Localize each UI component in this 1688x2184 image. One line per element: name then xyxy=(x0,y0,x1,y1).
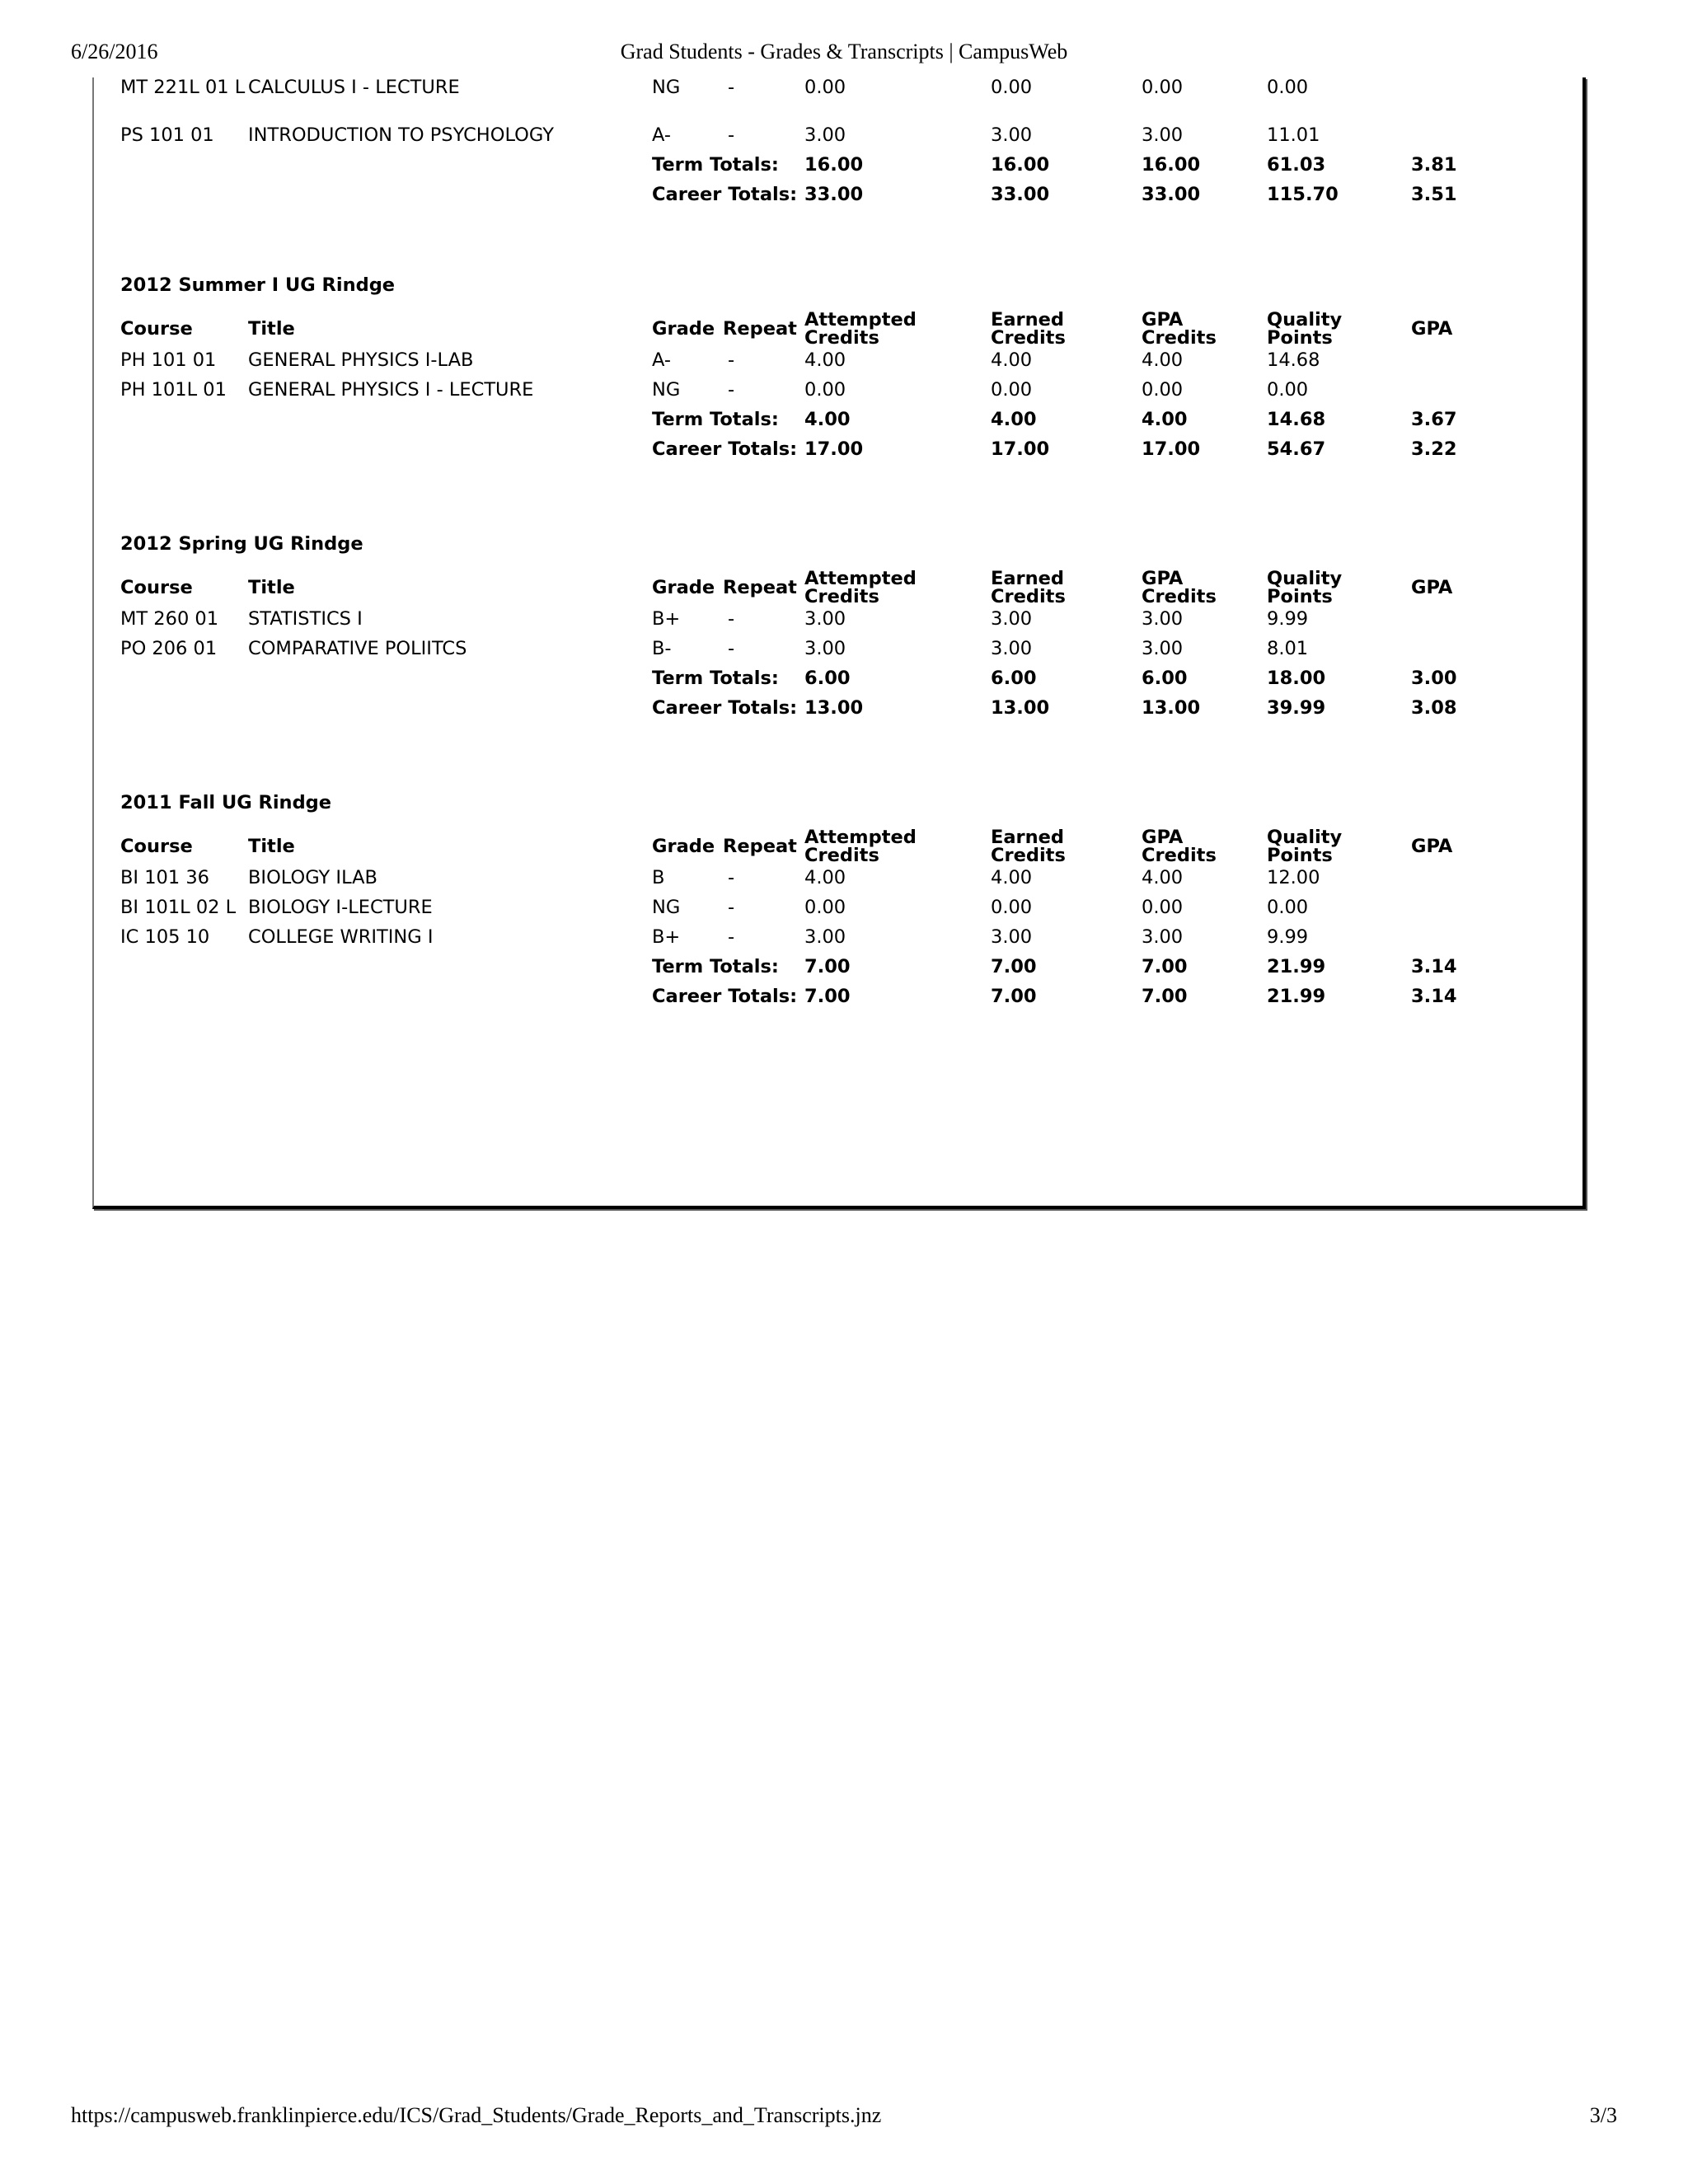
table-row xyxy=(120,380,1522,410)
attempted-credits: 4.00 xyxy=(804,867,846,888)
gpa-credits: 7.00 xyxy=(1142,956,1188,977)
quality-points: 14.68 xyxy=(1267,349,1320,371)
term-title: 2011 Fall UG Rindge xyxy=(120,792,332,813)
quality-points: 18.00 xyxy=(1267,668,1326,689)
gpa: 3.14 xyxy=(1411,956,1457,977)
table-row xyxy=(120,350,1522,380)
col-course: Course xyxy=(120,577,193,598)
quality-points: 12.00 xyxy=(1267,867,1320,888)
table-row xyxy=(120,609,1522,639)
earned-credits: 0.00 xyxy=(991,379,1033,401)
quality-points: 61.03 xyxy=(1267,154,1326,176)
col-title: Title xyxy=(248,577,295,598)
table-row xyxy=(120,125,1522,155)
gpa: 3.00 xyxy=(1411,668,1457,689)
grade: NG xyxy=(652,77,681,98)
attempted-credits: 13.00 xyxy=(804,697,864,719)
term-section xyxy=(120,792,1522,1016)
table-row xyxy=(120,77,1522,125)
col-gpa: GPA xyxy=(1411,318,1453,340)
earned-credits: 33.00 xyxy=(991,184,1050,205)
quality-points: 0.00 xyxy=(1267,379,1309,401)
col-title: Title xyxy=(248,836,295,857)
career-totals-label: Career Totals: xyxy=(652,184,798,205)
gpa-credits: 0.00 xyxy=(1142,77,1184,98)
grade: B+ xyxy=(652,926,681,948)
print-date: 6/26/2016 xyxy=(71,40,158,63)
course-title: BIOLOGY ILAB xyxy=(248,867,377,888)
term-title: 2012 Spring UG Rindge xyxy=(120,533,363,555)
col-earned-credits: Earned Credits xyxy=(991,568,1066,607)
term-section xyxy=(120,274,1522,469)
earned-credits: 3.00 xyxy=(991,638,1033,659)
attempted-credits: 0.00 xyxy=(804,379,846,401)
col-repeat: Repeat xyxy=(723,577,797,598)
term-totals-label: Term Totals: xyxy=(652,668,779,689)
course-title: CALCULUS I - LECTURE xyxy=(248,77,460,98)
term-totals-label: Term Totals: xyxy=(652,956,779,977)
gpa-credits: 3.00 xyxy=(1142,926,1184,948)
grade: B- xyxy=(652,638,672,659)
course-code: BI 101 36 xyxy=(120,867,209,888)
col-course: Course xyxy=(120,318,193,340)
earned-credits: 17.00 xyxy=(991,438,1050,460)
term-totals-label: Term Totals: xyxy=(652,154,779,176)
col-gpa-credits: GPA Credits xyxy=(1142,827,1217,866)
repeat: - xyxy=(728,867,735,888)
gpa: 3.22 xyxy=(1411,438,1457,460)
gpa-credits: 4.00 xyxy=(1142,867,1184,888)
grade: B xyxy=(652,867,665,888)
column-header-row xyxy=(120,307,1522,350)
column-header-row xyxy=(120,825,1522,868)
course-title: BIOLOGY I-LECTURE xyxy=(248,897,433,918)
col-repeat: Repeat xyxy=(723,318,797,340)
quality-points: 9.99 xyxy=(1267,926,1309,948)
table-row xyxy=(120,927,1522,957)
col-gpa-credits: GPA Credits xyxy=(1142,309,1217,349)
attempted-credits: 17.00 xyxy=(804,438,864,460)
col-earned-credits: Earned Credits xyxy=(991,827,1066,866)
print-url: https://campusweb.franklinpierce.edu/ICS/Grad_Students/Grade_Reports_and_Transcripts.jnz xyxy=(71,2103,882,2127)
attempted-credits: 3.00 xyxy=(804,608,846,630)
quality-points: 39.99 xyxy=(1267,697,1326,719)
col-attempted-credits: Attempted Credits xyxy=(804,568,917,607)
earned-credits: 6.00 xyxy=(991,668,1037,689)
career-totals-label: Career Totals: xyxy=(652,986,798,1007)
quality-points: 0.00 xyxy=(1267,897,1309,918)
grade: A- xyxy=(652,349,672,371)
gpa: 3.81 xyxy=(1411,154,1457,176)
table-row xyxy=(120,868,1522,898)
earned-credits: 7.00 xyxy=(991,956,1037,977)
quality-points: 54.67 xyxy=(1267,438,1326,460)
earned-credits: 0.00 xyxy=(991,897,1033,918)
earned-credits: 4.00 xyxy=(991,409,1037,430)
col-grade: Grade xyxy=(652,577,715,598)
course-code: PH 101L 01 xyxy=(120,379,227,401)
quality-points: 9.99 xyxy=(1267,608,1309,630)
col-earned-credits: Earned Credits xyxy=(991,309,1066,349)
attempted-credits: 16.00 xyxy=(804,154,864,176)
attempted-credits: 6.00 xyxy=(804,668,851,689)
attempted-credits: 3.00 xyxy=(804,926,846,948)
course-title: GENERAL PHYSICS I-LAB xyxy=(248,349,474,371)
career-totals-label: Career Totals: xyxy=(652,697,798,719)
col-attempted-credits: Attempted Credits xyxy=(804,827,917,866)
attempted-credits: 7.00 xyxy=(804,986,851,1007)
col-quality-points: Quality Points xyxy=(1267,309,1343,349)
gpa-credits: 13.00 xyxy=(1142,697,1201,719)
term-totals-label: Term Totals: xyxy=(652,409,779,430)
repeat: - xyxy=(728,897,735,918)
quality-points: 11.01 xyxy=(1267,124,1320,146)
gpa-credits: 3.00 xyxy=(1142,608,1184,630)
gpa-credits: 17.00 xyxy=(1142,438,1201,460)
attempted-credits: 33.00 xyxy=(804,184,864,205)
quality-points: 21.99 xyxy=(1267,956,1326,977)
gpa-credits: 16.00 xyxy=(1142,154,1201,176)
repeat: - xyxy=(728,379,735,401)
col-repeat: Repeat xyxy=(723,836,797,857)
gpa-credits: 6.00 xyxy=(1142,668,1188,689)
repeat: - xyxy=(728,77,735,98)
earned-credits: 16.00 xyxy=(991,154,1050,176)
col-gpa-credits: GPA Credits xyxy=(1142,568,1217,607)
career-totals-row xyxy=(120,698,1522,728)
gpa: 3.67 xyxy=(1411,409,1457,430)
term-totals-row xyxy=(120,155,1522,185)
course-code: PS 101 01 xyxy=(120,124,214,146)
gpa-credits: 4.00 xyxy=(1142,409,1188,430)
term-title: 2012 Summer I UG Rindge xyxy=(120,274,396,296)
gpa-credits: 4.00 xyxy=(1142,349,1184,371)
repeat: - xyxy=(728,124,735,146)
term-section xyxy=(120,533,1522,728)
column-header-row xyxy=(120,566,1522,609)
table-row xyxy=(120,898,1522,927)
career-totals-row xyxy=(120,185,1522,214)
course-title: INTRODUCTION TO PSYCHOLOGY xyxy=(248,124,554,146)
course-code: MT 221L 01 L xyxy=(120,77,246,98)
grade: A- xyxy=(652,124,672,146)
course-title: GENERAL PHYSICS I - LECTURE xyxy=(248,379,534,401)
term-totals-row xyxy=(120,668,1522,698)
earned-credits: 3.00 xyxy=(991,608,1033,630)
col-quality-points: Quality Points xyxy=(1267,568,1343,607)
attempted-credits: 0.00 xyxy=(804,897,846,918)
quality-points: 14.68 xyxy=(1267,409,1326,430)
col-gpa: GPA xyxy=(1411,577,1453,598)
quality-points: 8.01 xyxy=(1267,638,1309,659)
career-totals-label: Career Totals: xyxy=(652,438,798,460)
page-number: 3/3 xyxy=(1589,2103,1617,2127)
col-title: Title xyxy=(248,318,295,340)
course-code: BI 101L 02 L xyxy=(120,897,237,918)
earned-credits: 13.00 xyxy=(991,697,1050,719)
gpa-credits: 33.00 xyxy=(1142,184,1201,205)
gpa-credits: 3.00 xyxy=(1142,638,1184,659)
print-header xyxy=(71,40,1617,69)
attempted-credits: 7.00 xyxy=(804,956,851,977)
course-code: PH 101 01 xyxy=(120,349,217,371)
quality-points: 0.00 xyxy=(1267,77,1309,98)
col-grade: Grade xyxy=(652,836,715,857)
gpa: 3.51 xyxy=(1411,184,1457,205)
course-title: STATISTICS I xyxy=(248,608,363,630)
gpa-credits: 3.00 xyxy=(1142,124,1184,146)
attempted-credits: 3.00 xyxy=(804,638,846,659)
attempted-credits: 3.00 xyxy=(804,124,846,146)
col-grade: Grade xyxy=(652,318,715,340)
col-attempted-credits: Attempted Credits xyxy=(804,309,917,349)
earned-credits: 4.00 xyxy=(991,867,1033,888)
term-totals-row xyxy=(120,957,1522,987)
grade: NG xyxy=(652,379,681,401)
gpa-credits: 0.00 xyxy=(1142,897,1184,918)
col-course: Course xyxy=(120,836,193,857)
earned-credits: 0.00 xyxy=(991,77,1033,98)
grade: B+ xyxy=(652,608,681,630)
repeat: - xyxy=(728,638,735,659)
attempted-credits: 4.00 xyxy=(804,409,851,430)
earned-credits: 3.00 xyxy=(991,124,1033,146)
attempted-credits: 0.00 xyxy=(804,77,846,98)
col-gpa: GPA xyxy=(1411,836,1453,857)
attempted-credits: 4.00 xyxy=(804,349,846,371)
career-totals-row xyxy=(120,987,1522,1016)
course-code: IC 105 10 xyxy=(120,926,210,948)
term-totals-row xyxy=(120,410,1522,439)
quality-points: 115.70 xyxy=(1267,184,1339,205)
earned-credits: 4.00 xyxy=(991,349,1033,371)
earned-credits: 3.00 xyxy=(991,926,1033,948)
earned-credits: 7.00 xyxy=(991,986,1037,1007)
continued-term-table xyxy=(120,77,1522,214)
repeat: - xyxy=(728,349,735,371)
course-title: COMPARATIVE POLIITCS xyxy=(248,638,467,659)
col-quality-points: Quality Points xyxy=(1267,827,1343,866)
quality-points: 21.99 xyxy=(1267,986,1326,1007)
repeat: - xyxy=(728,926,735,948)
course-code: MT 260 01 xyxy=(120,608,219,630)
course-code: PO 206 01 xyxy=(120,638,218,659)
career-totals-row xyxy=(120,439,1522,469)
grade: NG xyxy=(652,897,681,918)
repeat: - xyxy=(728,608,735,630)
gpa: 3.08 xyxy=(1411,697,1457,719)
gpa-credits: 0.00 xyxy=(1142,379,1184,401)
course-title: COLLEGE WRITING I xyxy=(248,926,434,948)
print-page-title: Grad Students - Grades & Transcripts | CampusWeb xyxy=(620,40,1068,63)
gpa: 3.14 xyxy=(1411,986,1457,1007)
gpa-credits: 7.00 xyxy=(1142,986,1188,1007)
table-row xyxy=(120,639,1522,668)
